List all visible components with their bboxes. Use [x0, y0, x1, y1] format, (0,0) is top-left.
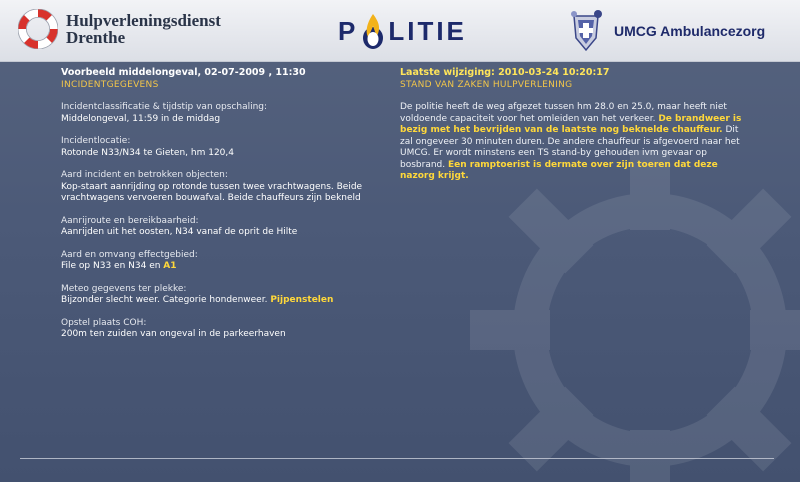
field-value: 200m ten zuiden van ongeval in de parkeerhaven	[61, 329, 286, 339]
hulpverleningsdienst-logo	[18, 9, 221, 49]
field-value-wrap	[61, 295, 381, 307]
field-location	[61, 136, 381, 159]
header-bar	[0, 0, 800, 62]
status-column	[400, 67, 742, 183]
field-value: Bijzonder slecht weer. Categorie hondenweer.	[61, 295, 271, 305]
politie-text-end: LITIE	[388, 15, 467, 46]
field-value-highlight: A1	[163, 261, 177, 271]
field-value: Aanrijden uit het oosten, N34 vanaf de oprit de Hilte	[61, 227, 298, 237]
field-nature	[61, 170, 381, 205]
field-effect-area	[61, 250, 381, 273]
incident-title: Voorbeeld middelongeval, 02-07-2009 , 11:30	[61, 67, 306, 78]
field-label: Incidentclassificatie & tijdstip van opschaling:	[61, 102, 268, 112]
field-label: Aanrijroute en bereikbaarheid:	[61, 215, 199, 226]
field-meteo	[61, 284, 381, 307]
hvd-name-line1: Hulpverleningsdienst	[66, 11, 221, 30]
umcg-name: UMCG Ambulancezorg	[614, 23, 766, 39]
field-value: File op N33 en N34 en	[61, 261, 164, 271]
field-value: Middelongeval, 11:59 in de middag	[61, 113, 221, 124]
incidentgegevens-heading: INCIDENTGEGEVENS	[61, 79, 159, 90]
status-text: Dit zal ongeveer 30 minuten duren. De andere chauffeur is afgevoerd naar het UMCG. Er wordt minstens een TS stand-by gehouden ivm gevaar op bosbrand.	[400, 125, 740, 170]
field-label: Meteo gegevens ter plekke:	[61, 283, 187, 294]
hvd-name-line2: Drenthe	[66, 28, 126, 47]
lifebuoy-icon	[18, 9, 58, 49]
field-route	[61, 216, 381, 239]
stand-van-zaken-heading: STAND VAN ZAKEN HULPVERLENING	[400, 79, 573, 90]
field-value: Kop-staart aanrijding op rotonde tussen twee vrachtwagens. Beide vrachtwagens vervoeren bouwafval. Beide chauffeurs zijn bekneld	[61, 181, 363, 203]
incident-column	[61, 67, 381, 341]
field-value: Rotonde N33/N34 te Gieten, hm 120,4	[61, 147, 234, 158]
status-highlight: Een ramptoerist is dermate over zijn toeren dat deze nazorg krijgt.	[400, 159, 718, 181]
field-label: Incidentlocatie:	[61, 136, 131, 146]
field-value-highlight: Pijpenstelen	[270, 295, 334, 305]
status-text: De politie heeft de weg afgezet tussen hm 28.0 en 25.0, maar heeft niet voldoende capaciteit voor het omleiden van het verkeer.	[400, 102, 727, 124]
field-label: Opstel plaats COH:	[61, 317, 147, 328]
flame-icon	[359, 12, 387, 52]
umcg-emblem-icon	[566, 8, 606, 54]
status-highlight: De brandweer is bezig met het bevrijden van de laatste nog beknelde chauffeur.	[400, 113, 742, 135]
status-paragraph	[400, 102, 742, 183]
field-classification	[61, 102, 381, 125]
field-label: Aard incident en betrokken objecten:	[61, 170, 228, 180]
field-coh	[61, 318, 381, 341]
politie-logo	[338, 10, 467, 52]
field-label: Aard en omvang effectgebied:	[61, 249, 198, 260]
politie-text-start: P	[338, 15, 359, 46]
umcg-logo	[566, 8, 765, 54]
last-modified: Laatste wijziging: 2010-03-24 10:20:17	[400, 67, 610, 78]
police-star-watermark	[470, 150, 800, 482]
footer-divider	[20, 458, 774, 459]
field-value-wrap	[61, 261, 381, 273]
